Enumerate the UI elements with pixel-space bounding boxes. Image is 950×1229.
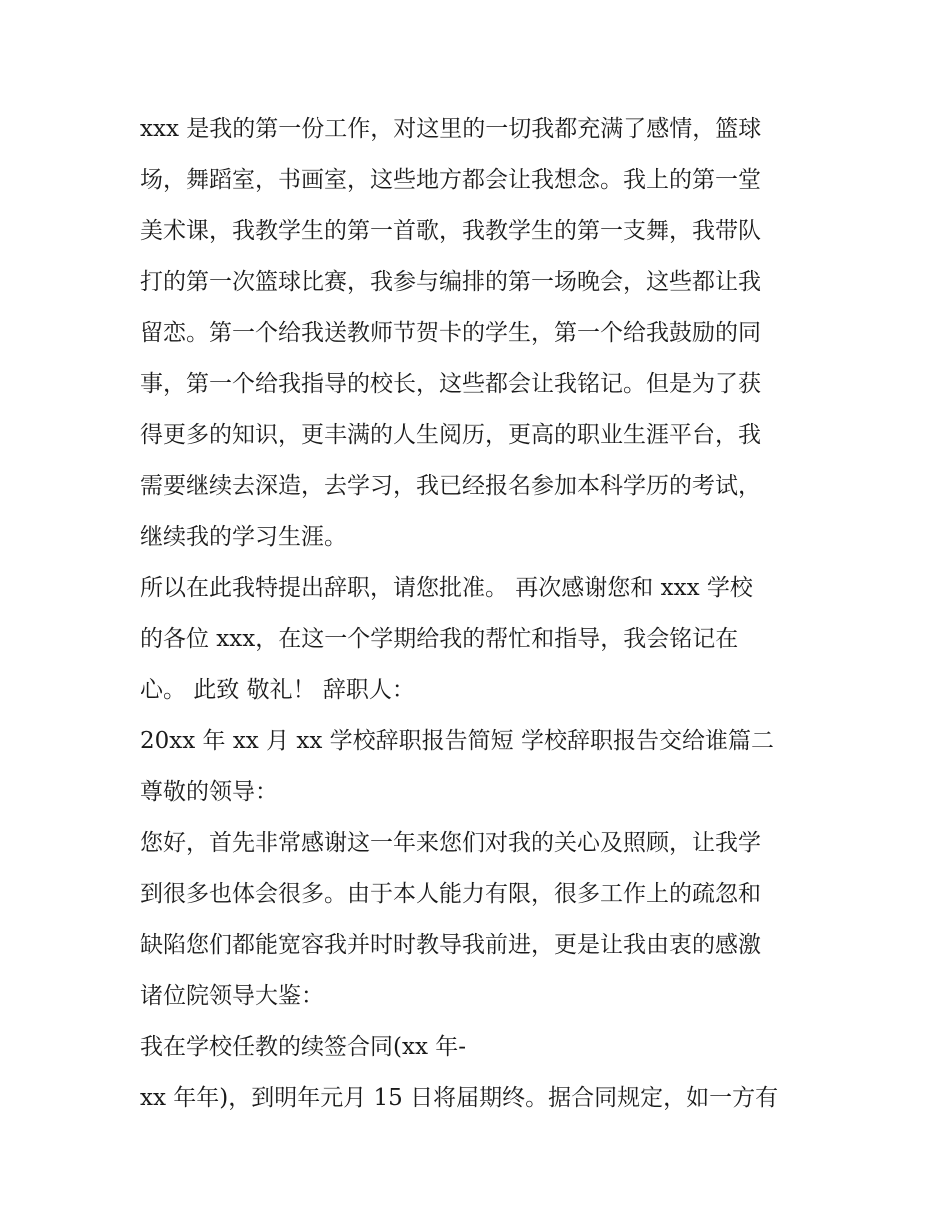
text-line: 您好，首先非常感谢这一年来您们对我的关心及照顾，让我学 (140, 830, 761, 856)
text-line: 美术课，我教学生的第一首歌，我教学生的第一支舞，我带队 (140, 218, 761, 244)
text-line: 需要继续去深造，去学习，我已经报名参加本科学历的考试， (140, 473, 761, 499)
text-line: 我在学校任教的续签合同(xx 年- (140, 1034, 466, 1060)
document-body (140, 104, 820, 1124)
text-line: 尊敬的领导： (140, 779, 278, 805)
text-line: 到很多也体会很多。由于本人能力有限，很多工作上的疏忽和 (140, 881, 761, 907)
text-line: 打的第一次篮球比赛，我参与编排的第一场晚会，这些都让我 (140, 269, 761, 295)
text-line: 心。 此致 敬礼！ 辞职人： (140, 677, 415, 703)
text-line: 继续我的学习生涯。 (140, 524, 347, 550)
text-line: 留恋。第一个给我送教师节贺卡的学生，第一个给我鼓励的同 (140, 320, 761, 346)
text-line: xx 年年)，到明年元月 15 日将届期终。据合同规定，如一方有 (140, 1085, 779, 1111)
text-line: 20xx 年 xx 月 xx 学校辞职报告简短 学校辞职报告交给谁篇二 (140, 728, 774, 754)
text-line: 的各位 xxx，在这一个学期给我的帮忙和指导，我会铭记在 (140, 626, 739, 652)
text-line: 得更多的知识，更丰满的人生阅历，更高的职业生涯平台，我 (140, 422, 761, 448)
text-line: xxx 是我的第一份工作，对这里的一切我都充满了感情，篮球 (140, 116, 762, 142)
text-line: 事，第一个给我指导的校长，这些都会让我铭记。但是为了获 (140, 371, 761, 397)
text-line: 缺陷您们都能宽容我并时时教导我前进，更是让我由衷的感激 (140, 932, 761, 958)
text-line: 场，舞蹈室，书画室，这些地方都会让我想念。我上的第一堂 (140, 167, 761, 193)
text-line: 所以在此我特提出辞职，请您批准。 再次感谢您和 xxx 学校 (140, 575, 753, 601)
text-line: 诸位院领导大鉴： (140, 983, 324, 1009)
